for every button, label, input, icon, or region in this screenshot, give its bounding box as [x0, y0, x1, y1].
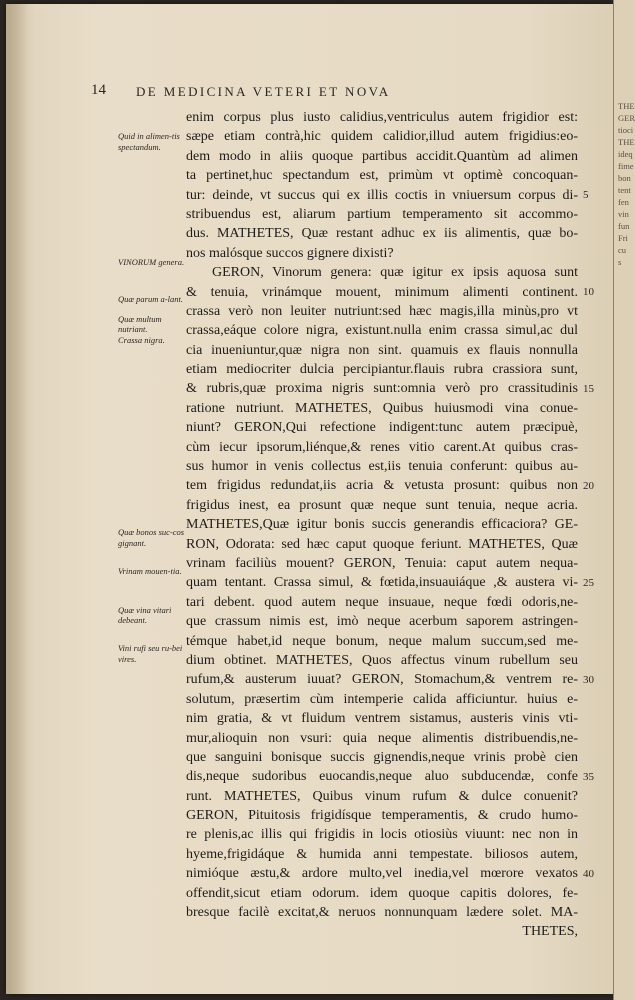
- text-line: crassa,eáque colore nigra, existunt.nulla enim crassa simul,ac dul: [186, 323, 578, 339]
- next-page-fragment: fen: [618, 197, 629, 207]
- text-line: quam tentant. Crassa simul, & fœtida,insuauiáque ,& austera vi-: [186, 575, 578, 591]
- line-number: 35: [583, 770, 594, 783]
- text-line: nos malósque succos gignere dixisti?: [186, 245, 394, 261]
- text-line: rufum,& austerum iuuat? GERON, Stomachum,& ventrem re-: [186, 672, 578, 688]
- next-page-fragment: tioci: [618, 125, 634, 135]
- text-line: re plenis,ac illis qui frigidis in locis otiosiùs viuunt: nec non in: [186, 827, 578, 843]
- page-number: 14: [91, 82, 106, 98]
- next-page-fragment: THE: [618, 137, 635, 147]
- next-page-fragment: fun: [618, 221, 630, 231]
- text-line: dus. MATHETES, Quæ restant adhuc ex iis alimentis, quæ bo-: [186, 226, 578, 242]
- next-page-fragment: bon: [618, 173, 631, 183]
- text-line: que crassum nimis est, imò neque acerbum saporem astringen-: [186, 614, 578, 630]
- margin-note: Quæ multum nutriant.: [118, 313, 162, 335]
- text-line: témque habet,id neque bonum, neque malum succum,sed me-: [186, 633, 578, 649]
- margin-note: Quæ vina vitari debeant.: [118, 604, 172, 626]
- next-page-fragment: GER: [618, 113, 635, 123]
- text-line: GERON, Vinorum genera: quæ igitur ex ipsis aquosa sunt: [212, 265, 578, 281]
- text-line: ta pertinet,huc spectandum est, primùm vt optimè concoquan-: [186, 168, 578, 184]
- body-text: [186, 108, 578, 942]
- line-number: 25: [583, 576, 594, 589]
- text-line: solutum, præsertim cùm intemperie calida afficiuntur. huius e-: [186, 691, 578, 707]
- text-line: nimióque æstu,& ardore multo,vel inedia,vel mœrore vexatos: [186, 866, 578, 882]
- next-page-fragment: THE: [618, 101, 635, 111]
- next-page-fragment: s: [618, 257, 622, 267]
- text-line: mur,alioquin non vsuri: quia neque alimentis distribuendis,ne-: [186, 730, 578, 746]
- text-line: GERON, Pituitosis frigidísque temperamentis, & crudo humo-: [186, 808, 578, 824]
- next-page-edge: [613, 0, 635, 1000]
- line-number: 5: [583, 188, 589, 201]
- margin-note: Quæ parum a-lant.: [118, 294, 183, 305]
- text-line: sæpe etiam contrà,hic quidem calidior,illud autem frigidius:eo-: [186, 129, 578, 145]
- text-line: & rubris,quæ proxima nigris sunt:omnia verò pro crassitudinis: [186, 381, 578, 397]
- text-line: bresque facilè excitat,& neruos nonnunquam lædere solet. MA-: [186, 905, 578, 921]
- book-page: [6, 4, 613, 994]
- text-line: enim corpus plus iusto calidius,ventriculus autem frigidior est:: [186, 110, 578, 125]
- text-line: & tenuia, vrinámque mouent, minimum alimenti continent.: [186, 284, 578, 300]
- text-line: MATHETES,Quæ igitur bonis succis generandis efficaciora? GE-: [186, 517, 578, 533]
- next-page-fragment: fime: [618, 161, 634, 171]
- text-line: offendit,sicut etiam odorum. idem quoque capitis dolores, fe-: [186, 885, 578, 901]
- next-page-fragment: tent: [618, 185, 631, 195]
- text-line: cia inueniuntur,quæ nigra non sint. quamuis ex flauis nonnulla: [186, 342, 578, 358]
- next-page-fragment: vin: [618, 209, 629, 219]
- text-line: dis,neque sudoribus euocandis,neque aluo subducendæ, confe: [186, 769, 578, 785]
- line-number: 20: [583, 479, 594, 492]
- next-page-fragment: ideq: [618, 149, 633, 159]
- catchword: THETES,: [522, 924, 578, 940]
- text-line: crassa verò non leuiter nutriunt:sed hæc magis,illa minùs,pro vt: [186, 303, 578, 319]
- gutter-shadow: [6, 4, 28, 994]
- line-number: 40: [583, 867, 594, 880]
- text-line: tari debent. quod autem neque insuaue, neque fœdi odoris,ne-: [186, 594, 578, 610]
- text-line: hyeme,frigidáque & humida anni tempestate. biliosos autem,: [186, 846, 578, 862]
- text-line: niunt? GERON,Qui refectione indigent:tunc autem præcipuè,: [186, 420, 578, 436]
- text-line: RON, Odorata: sed hæc caput quoque feriunt. MATHETES, Quæ: [186, 536, 578, 552]
- text-line: cùm iecur ipsorum,liénque,& renes vitio carent.At quibus cras-: [186, 439, 578, 455]
- text-line: dem modo in aliis quoque partibus accidit.Quantùm ad alimen: [186, 148, 578, 164]
- text-line: dium obtinet. MATHETES, Quos affectus vinum rubellum seu: [186, 652, 578, 668]
- line-number: 15: [583, 382, 594, 395]
- text-line: etiam mediocriter dulcia percipiantur.flauis rubra crassiora sunt,: [186, 362, 578, 378]
- margin-note: Quæ bonos suc-cos gignant.: [118, 527, 185, 548]
- margin-note: Vini rufi seu ru-bei vires.: [118, 643, 183, 664]
- line-number: 30: [583, 673, 594, 686]
- text-line: runt. MATHETES, Quibus vinum rufum & dulce conuenit?: [186, 788, 578, 804]
- running-title: DE MEDICINA VETERI ET NOVA: [136, 84, 391, 99]
- text-line: que sanguini bonisque succis gignendis,neque vrinis probè cien: [186, 749, 578, 765]
- text-line: ratione nutriunt. MATHETES, Quibus huiusmodi vina conue-: [186, 400, 578, 416]
- text-line: frigidus inest, ea prosunt quæ neque sunt tenuia, neque acria.: [186, 497, 578, 513]
- line-number: 10: [583, 285, 594, 298]
- text-line: tem frigidus redundat,iis acria & vetusta prosunt: quibus non: [186, 478, 578, 494]
- text-line: nim gratia, & vt fluidum ventrem sistamus, austeris vinis vti-: [186, 711, 578, 727]
- text-line: sus humor in venis collectus est,iis tenuia conferunt: quibus au-: [186, 459, 578, 475]
- next-page-fragment: Fri: [618, 233, 628, 243]
- text-line: vrinam faciliùs mouent? GERON, Tenuia: caput autem nequa-: [186, 555, 578, 571]
- next-page-fragment: cu: [618, 245, 627, 255]
- margin-note: Quid in alimen-tis spectandum.: [118, 131, 180, 152]
- margin-note: Crassa nigra.: [118, 334, 165, 345]
- text-line: tur: deinde, vt succus qui ex illis coctis in vniuersum corpus di-: [186, 187, 578, 203]
- margin-note: Vrinam mouen-tia.: [118, 565, 182, 576]
- margin-note: VINORUM genera.: [118, 257, 185, 268]
- text-line: stribuendus est, aliarum partium temperamento sit accommo-: [186, 206, 578, 222]
